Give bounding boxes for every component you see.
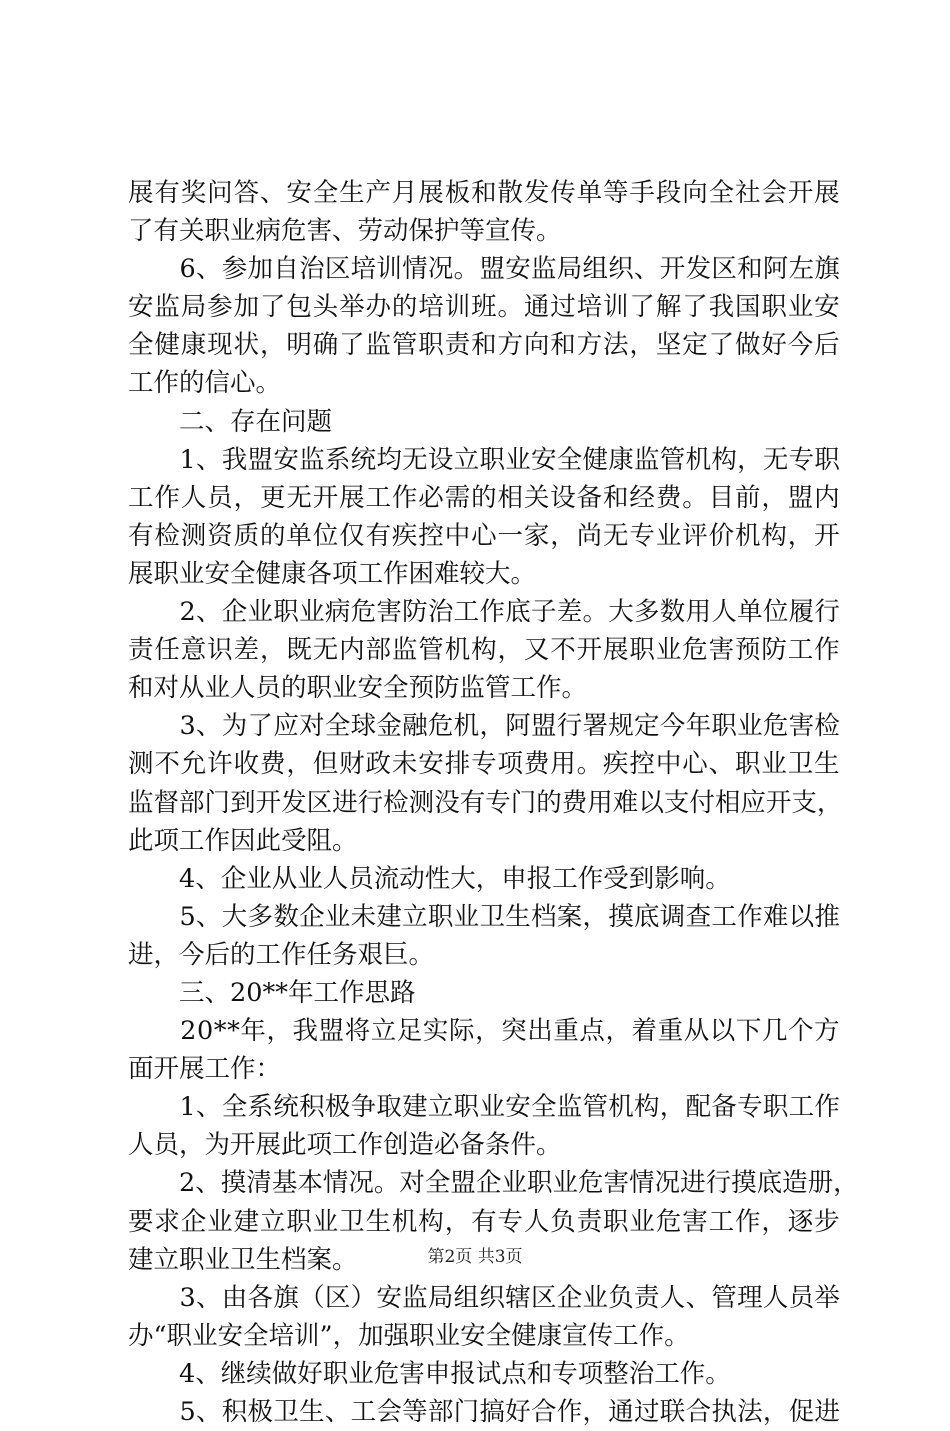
body-line: 6 、 参 加 自 治 区 培 训 情 况 。 盟 安 监 局 组 织 、 开 发 区 和 阿 左 旗 — [179, 254, 840, 285]
body-line: 3 、 由 各 旗 （ 区 ） 安 监 局 组 织 辖 区 企 业 负 责 人 、 管 理 人 员 举 — [179, 1282, 840, 1313]
body-line: 面开展工作： — [128, 1054, 282, 1085]
body-line: 4、继续做好职业危害申报试点和专项整治工作。 — [128, 1358, 731, 1389]
body-line: 此项工作因此受阻。 — [128, 825, 358, 856]
body-line: 责 任 意 识 差 ， 既 无 内 部 监 管 机 构 ， 又 不 开 展 职 业 危 害 预 防 工 作 — [128, 635, 840, 666]
body-line: 监 督 部 门 到 开 发 区 进 行 检 测 没 有 专 门 的 费 用 难 以 支 付 相 应 开 支 ， — [128, 787, 843, 818]
body-line: 4、企业从业人员流动性大，申报工作受到影响。 — [128, 863, 731, 894]
body-line: 工作的信心。 — [128, 368, 282, 399]
body-line: 人员，为开展此项工作创造必备条件。 — [128, 1130, 562, 1161]
page-footer: 第2页 共3页 — [427, 1247, 523, 1267]
body-line: 2 、 企 业 职 业 病 危 害 防 治 工 作 底 子 差 。 大 多 数 用 人 单 位 履 行 — [179, 597, 840, 628]
body-line: 2 、 摸 清 基 本 情 况 。 对 全 盟 企 业 职 业 危 害 情 况 进 行 摸 底 造 册 ， — [179, 1168, 859, 1199]
body-line: 工 作 人 员 ， 更 无 开 展 工 作 必 需 的 相 关 设 备 和 经 费 。 目 前 ， 盟 内 — [128, 482, 840, 513]
body-line: 2 0 * * 年 ， 我 盟 将 立 足 实 际 ， 突 出 重 点 ， 着 重 从 以 下 几 个 方 — [180, 1016, 840, 1047]
body-line: 和对从业人员的职业安全预防监管工作。 — [128, 673, 588, 704]
body-line: 全 健 康 现 状 ， 明 确 了 监 管 职 责 和 方 向 和 方 法 ， 坚 定 了 做 好 今 后 — [128, 330, 840, 361]
body-line: 1 、 全 系 统 积 极 争 取 建 立 职 业 安 全 监 管 机 构 ， 配 备 专 职 工 作 — [179, 1092, 840, 1123]
body-line: 5 、 积 极 卫 生 、 工 会 等 部 门 搞 好 合 作 ， 通 过 联 合 执 法 ， 促 进 — [179, 1397, 840, 1427]
body-line: 有 检 测 资 质 的 单 位 仅 有 疾 控 中 心 一 家 ， 尚 无 专 业 评 价 机 构 ， 开 — [128, 520, 840, 551]
body-line: 安 监 局 参 加 了 包 头 举 办 的 培 训 班 。 通 过 培 训 了 解 了 我 国 职 业 安 — [128, 292, 840, 323]
body-line: 3 、 为 了 应 对 全 球 金 融 危 机 ， 阿 盟 行 署 规 定 今 年 职 业 危 害 检 — [179, 711, 840, 742]
section-heading: 二、存在问题 — [128, 406, 333, 437]
body-line: 1 、 我 盟 安 监 系 统 均 无 设 立 职 业 安 全 健 康 监 管 机 构 ， 无 专 职 — [179, 444, 840, 475]
section-heading: 三、20**年工作思路 — [128, 977, 416, 1008]
body-line: 建立职业卫生档案。 — [128, 1244, 358, 1275]
body-line: 了有关职业病危害、劳动保护等宣传。 — [128, 216, 562, 247]
body-line: 展职业安全健康各项工作困难较大。 — [128, 558, 537, 589]
body-line: 要 求 企 业 建 立 职 业 卫 生 机 构 ， 有 专 人 负 责 职 业 危 害 工 作 ， 逐 步 — [128, 1206, 840, 1237]
body-line: 展 有 奖 问 答 、 安 全 生 产 月 展 板 和 散 发 传 单 等 手 段 向 全 社 会 开 展 — [128, 178, 840, 208]
body-line: 测 不 允 许 收 费 ， 但 财 政 未 安 排 专 项 费 用 。 疾 控 中 心 、 职 业 卫 生 — [128, 749, 840, 780]
body-line: 5 、 大 多 数 企 业 未 建 立 职 业 卫 生 档 案 ， 摸 底 调 查 工 作 难 以 推 — [179, 901, 840, 932]
body-line: 办“职业安全培训”，加强职业安全健康宣传工作。 — [128, 1320, 690, 1351]
body-line: 进，今后的工作任务艰巨。 — [128, 939, 435, 970]
